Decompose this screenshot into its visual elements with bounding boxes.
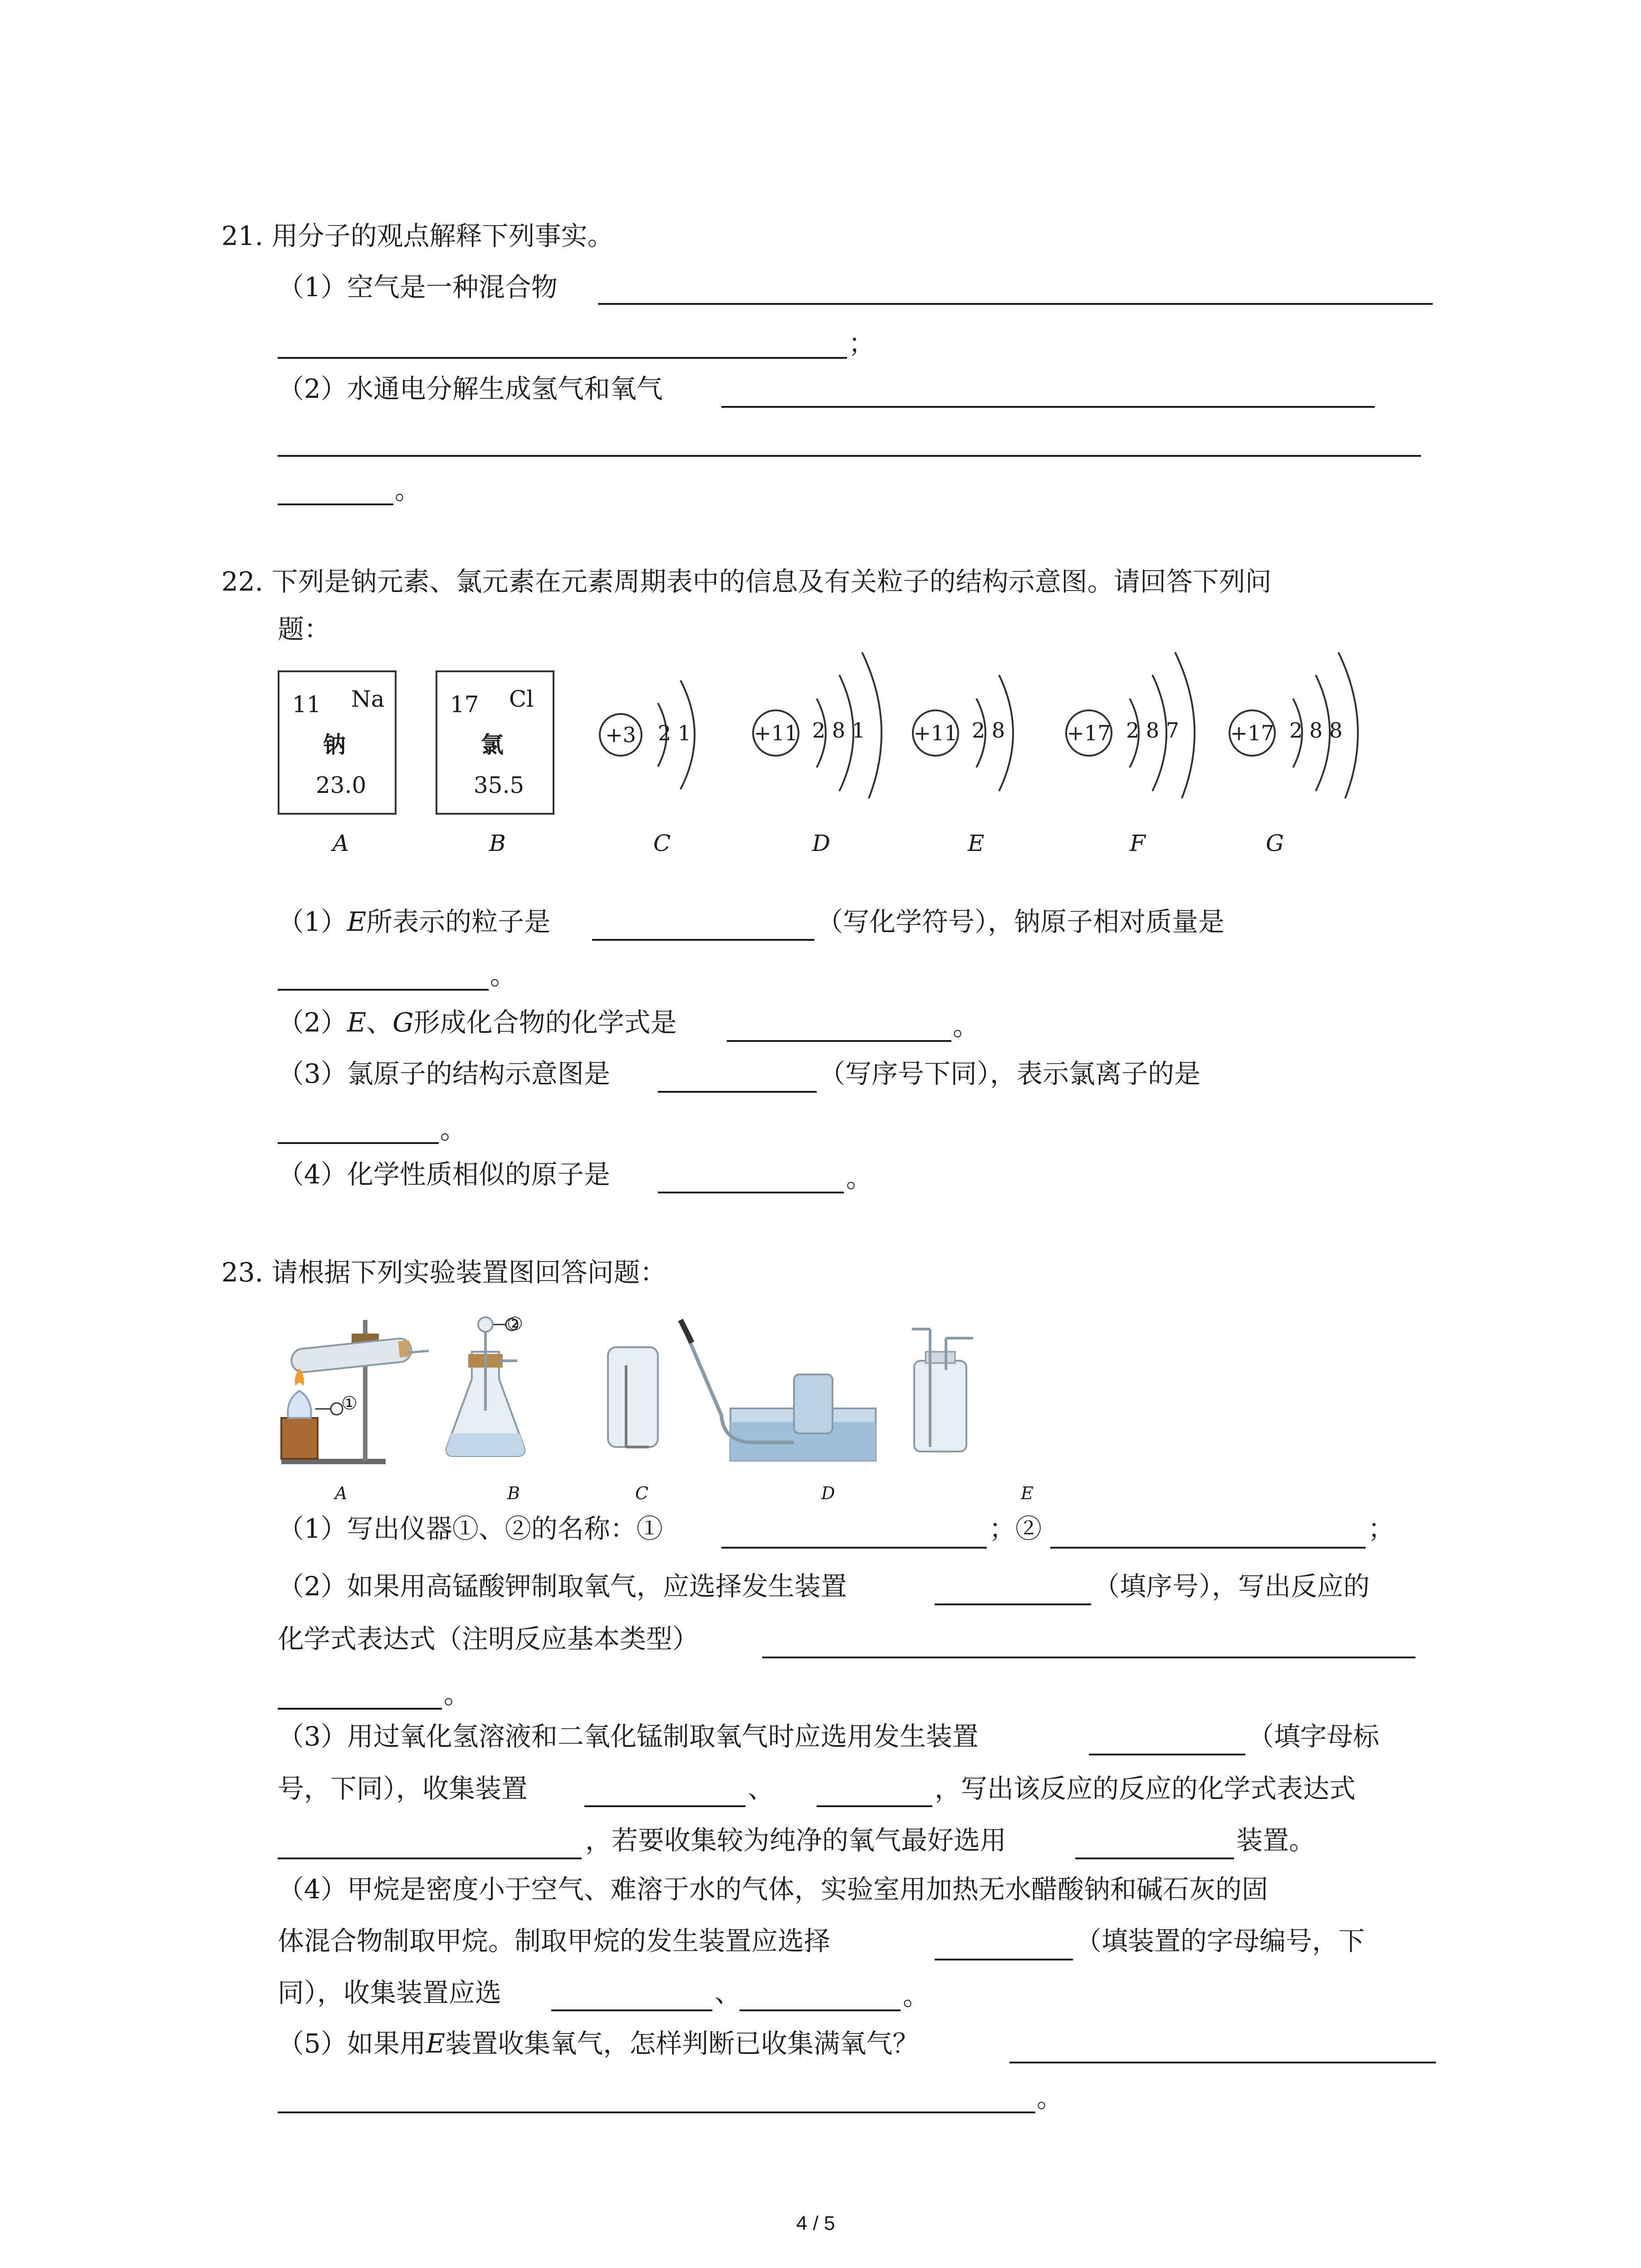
q23-blank3c[interactable] <box>817 1805 932 1807</box>
q22-part1-cont: （写化学符号），钠原子相对质量是 <box>817 906 1225 937</box>
q22-stem-line1: 22. 下列是钠元素、氯元素在元素周期表中的信息及有关粒子的结构示意图。请回答下列问 <box>221 566 1272 597</box>
q23-part3-line3: ，若要收集较为纯净的氧气最好选用 <box>585 1825 1007 1856</box>
q23-part4-line3: 同），收集装置应选 <box>278 1977 502 2008</box>
electron-config: 2 1 <box>658 721 691 745</box>
q22-blank1b[interactable] <box>278 989 489 991</box>
q22-blank3a[interactable] <box>658 1091 817 1093</box>
q23-part4-end: 。 <box>903 1980 930 2011</box>
apparatus-figure <box>272 1311 1116 1474</box>
atomic-mass: 23.0 <box>316 772 367 798</box>
q21-part1: （1）空气是一种混合物 <box>278 272 558 303</box>
q21-blank1b[interactable] <box>278 357 847 359</box>
q22-blank1a[interactable] <box>592 939 814 941</box>
q21-blank2b[interactable] <box>278 455 1421 457</box>
apparatus-label-d: D <box>821 1483 835 1503</box>
electron-config: 2 8 <box>972 718 1005 743</box>
q23-blank5a[interactable] <box>1009 2062 1436 2063</box>
q21-stem: 21. 用分子的观点解释下列事实。 <box>221 220 614 251</box>
q23-part3-sep: 、 <box>748 1773 774 1804</box>
q23-part3: （3）用过氧化氢溶液和二氧化锰制取氧气时应选用发生装置 <box>278 1721 979 1752</box>
apparatus-label-c: C <box>635 1483 649 1503</box>
q23-blank3b[interactable] <box>584 1805 745 1807</box>
q22-blank2[interactable] <box>727 1040 951 1042</box>
q21-blank1a[interactable] <box>598 303 1433 305</box>
q23-part4-line2: 体混合物制取甲烷。制取甲烷的发生装置应选择 <box>278 1926 831 1956</box>
diagram-label-e: E <box>968 830 985 856</box>
q22-part3-cont: （写序号下同），表示氯离子的是 <box>819 1058 1201 1089</box>
q22-blank4[interactable] <box>658 1192 844 1193</box>
q22-part3: （3）氯原子的结构示意图是 <box>278 1058 610 1089</box>
apparatus-label-b: B <box>507 1483 520 1503</box>
q23-part4-sep: 、 <box>715 1977 741 2008</box>
nucleus-charge: +17 <box>1067 721 1111 745</box>
q22-blank3b[interactable] <box>278 1142 439 1144</box>
q22-stem-line2: 题： <box>278 614 331 645</box>
q23-part1-cont: ；② <box>989 1513 1042 1544</box>
apparatus-e <box>912 1329 973 1452</box>
q23-blank1a[interactable] <box>721 1547 987 1549</box>
q23-part1: （1）写出仪器①、②的名称：① <box>278 1513 663 1544</box>
mark-2: ② <box>507 1314 523 1334</box>
atomic-number: 17 <box>450 691 479 718</box>
mark-1: ① <box>341 1393 358 1414</box>
element-card-sodium <box>278 670 397 815</box>
q22-part2: （2）E、G形成化合物的化学式是 <box>278 1007 677 1038</box>
q22-part1: （1）E所表示的粒子是 <box>278 906 551 937</box>
q23-part2-cont: （填序号），写出反应的 <box>1093 1571 1370 1602</box>
apparatus-d <box>681 1320 876 1461</box>
q23-part1-end: ； <box>1368 1513 1395 1544</box>
q23-part2-line2: 化学式表达式（注明反应基本类型） <box>278 1623 699 1654</box>
atomic-mass: 35.5 <box>474 772 524 798</box>
q23-part2-end: 。 <box>444 1679 470 1710</box>
nucleus-charge: +11 <box>913 721 958 745</box>
q23-part3-line2: 号，下同），收集装置 <box>278 1773 528 1804</box>
element-symbol: Na <box>351 686 385 712</box>
apparatus-a <box>281 1320 429 1464</box>
electron-config: 2 8 1 <box>812 718 866 743</box>
q21-part2-end: 。 <box>395 474 421 505</box>
element-name: 氯 <box>481 731 504 758</box>
q22-part4: （4）化学性质相似的原子是 <box>278 1159 610 1190</box>
q23-part5: （5）如果用E装置收集氧气，怎样判断已收集满氧气？ <box>278 2028 919 2059</box>
q23-part4: （4）甲烷是密度小于空气、难溶于水的气体，实验室用加热无水醋酸钠和碱石灰的固 <box>278 1874 1268 1905</box>
q23-blank2b[interactable] <box>762 1657 1416 1658</box>
apparatus-label-e: E <box>1021 1483 1034 1503</box>
apparatus-label-a: A <box>335 1483 348 1503</box>
nucleus-charge: +17 <box>1230 721 1274 745</box>
q22-part2-end: 。 <box>953 1011 980 1041</box>
q23-blank4c[interactable] <box>740 2009 901 2011</box>
q23-blank4a[interactable] <box>935 1959 1073 1960</box>
q23-part5-end: 。 <box>1037 2082 1063 2113</box>
q22-part1-end: 。 <box>490 960 517 991</box>
q23-blank3a[interactable] <box>1089 1754 1245 1755</box>
q23-part3-end: 装置。 <box>1236 1825 1316 1856</box>
diagram-label-c: C <box>653 830 671 856</box>
particle-diagrams <box>590 644 1388 798</box>
diagram-label-f: F <box>1130 830 1146 856</box>
q22-part4-end: 。 <box>846 1163 873 1193</box>
diagram-label-g: G <box>1266 830 1284 856</box>
q23-blank2c[interactable] <box>278 1708 442 1710</box>
apparatus-c <box>608 1347 658 1447</box>
q23-blank5b[interactable] <box>278 2112 1035 2113</box>
q21-blank2c[interactable] <box>278 503 393 505</box>
q21-blank2a[interactable] <box>721 406 1375 408</box>
q21-part1-end: ； <box>848 328 875 359</box>
q21-part2: （2）水通电分解生成氢气和氧气 <box>278 373 663 404</box>
q23-part4-line2-cont: （填装置的字母编号，下 <box>1075 1926 1365 1956</box>
apparatus-b <box>446 1317 524 1456</box>
q23-blank3e[interactable] <box>1075 1857 1234 1859</box>
nucleus-charge: +3 <box>605 723 636 747</box>
q23-blank3d[interactable] <box>278 1857 582 1859</box>
q23-stem: 23. 请根据下列实验装置图回答问题： <box>221 1257 666 1288</box>
element-card-chlorine <box>436 670 554 815</box>
q23-blank1b[interactable] <box>1050 1547 1366 1549</box>
q23-part2: （2）如果用高锰酸钾制取氧气，应选择发生装置 <box>278 1571 847 1602</box>
q23-part3-line2-cont: ，写出该反应的反应的化学式表达式 <box>935 1773 1356 1804</box>
q23-blank2a[interactable] <box>935 1603 1091 1605</box>
diagram-label-b: B <box>489 830 506 856</box>
nucleus-charge: +11 <box>754 721 798 745</box>
diagram-label-a: A <box>333 830 349 856</box>
element-symbol: Cl <box>509 686 534 712</box>
q23-part3-cont: （填字母标 <box>1248 1721 1380 1752</box>
q23-blank4b[interactable] <box>551 2009 712 2011</box>
electron-config: 2 8 8 <box>1289 718 1343 743</box>
electron-config: 2 8 7 <box>1126 718 1180 743</box>
q22-part3-end: 。 <box>440 1114 467 1145</box>
atomic-number: 11 <box>292 691 321 718</box>
diagram-label-d: D <box>812 830 831 856</box>
page-number: 4 / 5 <box>796 2212 835 2234</box>
element-name: 钠 <box>323 731 346 758</box>
